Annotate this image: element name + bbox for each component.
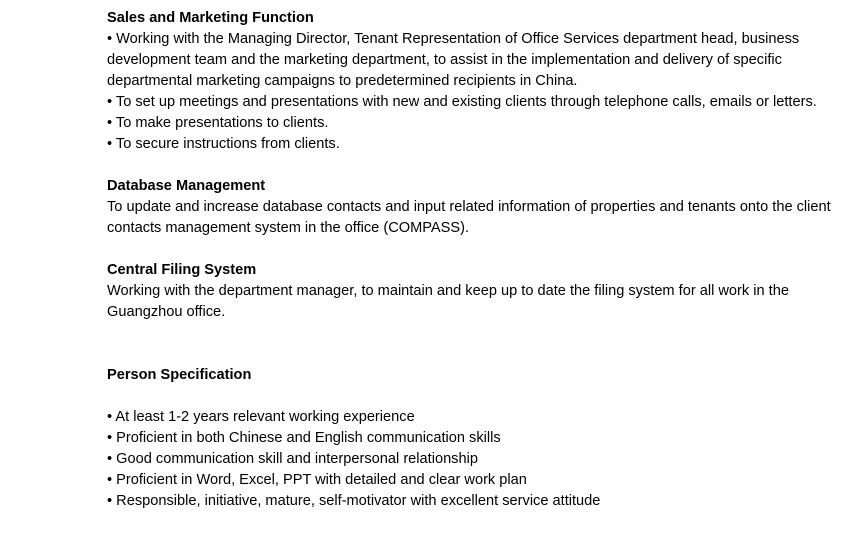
bullet-item: • Good communication skill and interpersonal relationship <box>107 451 478 467</box>
bullet-item: • To make presentations to clients. <box>107 115 329 131</box>
section-central-filing <box>107 260 847 323</box>
section-heading: Person Specification <box>107 367 252 383</box>
bullet-item: • Working with the Managing Director, Tenant Representation of Office Services department head, business development team and the marketing department, to assist in the implementation and delivery of specific departmental marketing campaigns to predetermined recipients in China. <box>107 31 800 89</box>
section-heading: Database Management <box>107 178 266 194</box>
section-sales-marketing <box>107 8 847 155</box>
bullet-item: • At least 1-2 years relevant working experience <box>107 409 415 425</box>
bullet-item: • Proficient in Word, Excel, PPT with detailed and clear work plan <box>107 472 527 488</box>
spacer <box>107 155 847 176</box>
section-person-specification <box>107 365 847 512</box>
bullet-item: • Responsible, initiative, mature, self-motivator with excellent service attitude <box>107 493 601 509</box>
spacer <box>107 239 847 260</box>
document-page <box>107 8 847 512</box>
section-database-management <box>107 176 847 239</box>
section-paragraph: Working with the department manager, to maintain and keep up to date the filing system for all work in the Guangzhou office. <box>107 283 789 320</box>
section-heading: Sales and Marketing Function <box>107 10 314 26</box>
bullet-item: • Proficient in both Chinese and English communication skills <box>107 430 501 446</box>
spacer <box>107 323 847 365</box>
spacer <box>107 386 847 407</box>
bullet-item: • To secure instructions from clients. <box>107 136 340 152</box>
section-paragraph: To update and increase database contacts and input related information of properties and tenants onto the client contacts management system in the office (COMPASS). <box>107 199 831 236</box>
bullet-item: • To set up meetings and presentations with new and existing clients through telephone calls, emails or letters. <box>107 94 817 110</box>
section-heading: Central Filing System <box>107 262 257 278</box>
